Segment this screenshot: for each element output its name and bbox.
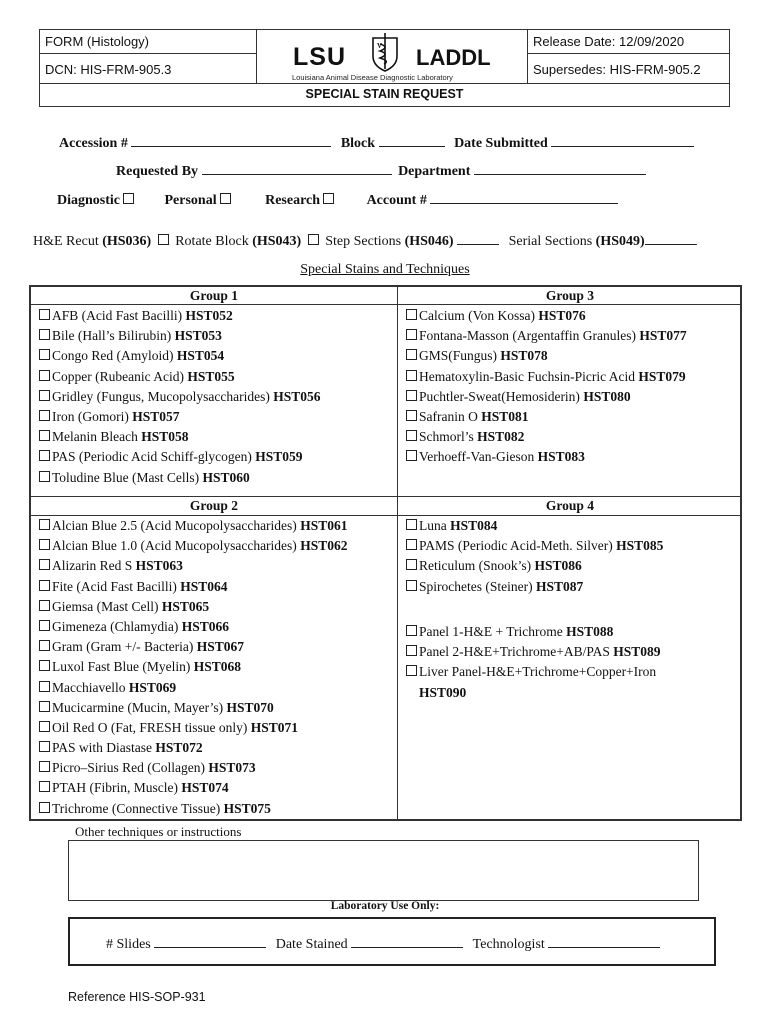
stain-item[interactable] xyxy=(405,306,687,326)
stain-code: HST057 xyxy=(132,408,180,424)
stain-name: Picro–Sirius Red (Collagen) xyxy=(52,760,209,776)
stain-name: PAS (Periodic Acid Schiff-glycogen) xyxy=(52,449,256,465)
stain-item[interactable] xyxy=(38,387,320,407)
other-techniques-field[interactable] xyxy=(68,840,699,901)
lab-use-label: Laboratory Use Only: xyxy=(330,900,440,912)
slides-label: # Slides xyxy=(106,937,151,952)
stain-item[interactable] xyxy=(38,326,320,346)
technologist-field[interactable] xyxy=(548,935,660,948)
stain-item[interactable] xyxy=(38,718,347,738)
stain-code: HST074 xyxy=(181,780,229,796)
stain-name: AFB (Acid Fast Bacilli) xyxy=(52,308,186,323)
stain-name: Verhoeff-Van-Gieson xyxy=(419,449,538,465)
stain-name: GMS(Fungus) xyxy=(419,348,501,364)
stain-checkbox[interactable] xyxy=(39,539,50,550)
stain-name: Luna xyxy=(419,518,451,533)
stain-code: HST080 xyxy=(583,388,631,404)
stain-code: HST087 xyxy=(535,578,584,594)
stain-item[interactable] xyxy=(38,577,347,597)
stain-code: HST069 xyxy=(128,679,177,695)
requested-by-label: Requested By xyxy=(116,164,199,179)
stain-code: HST081 xyxy=(481,408,529,424)
stain-code: HST063 xyxy=(135,558,183,574)
stain-checkbox[interactable] xyxy=(39,559,50,570)
stain-checkbox[interactable] xyxy=(39,660,50,671)
stain-code: HST082 xyxy=(477,429,525,445)
stain-item[interactable] xyxy=(38,758,347,778)
special-stains-title: Special Stains and Techniques xyxy=(300,262,470,277)
personal-label: Personal xyxy=(164,193,217,208)
stain-item[interactable] xyxy=(405,326,687,346)
stain-name: Gimeneza (Chlamydia) xyxy=(52,618,182,634)
form-header xyxy=(39,29,730,107)
stain-code: HST070 xyxy=(226,699,274,715)
diagnostic-label: Diagnostic xyxy=(57,193,120,208)
stain-checkbox[interactable] xyxy=(39,580,50,591)
stain-code: HST054 xyxy=(176,348,225,364)
stain-name: Fite (Acid Fast Bacilli) xyxy=(52,578,181,594)
stain-code: HST060 xyxy=(202,469,250,485)
stain-item[interactable] xyxy=(38,657,347,677)
stain-item[interactable] xyxy=(38,536,347,556)
stain-checkbox[interactable] xyxy=(406,430,417,441)
group2-header: Group 2 xyxy=(189,498,239,513)
stain-name: Liver Panel-H&E+Trichrome+Copper+Iron xyxy=(419,664,657,680)
stain-item[interactable] xyxy=(38,427,320,447)
stain-code: HST056 xyxy=(273,388,321,404)
stain-code: HST064 xyxy=(180,578,228,594)
diagnostic-checkbox[interactable] xyxy=(123,193,134,204)
stain-name: Toludine Blue (Mast Cells) xyxy=(52,469,203,485)
dcn-number: DCN: HIS-FRM-905.3 xyxy=(45,62,172,77)
he-recut-code: (HS036) xyxy=(102,234,152,249)
stain-code: HST052 xyxy=(185,308,233,323)
stain-checkbox[interactable] xyxy=(39,701,50,712)
stains-table xyxy=(29,285,742,821)
stain-checkbox[interactable] xyxy=(39,471,50,482)
stain-code: HST079 xyxy=(638,368,686,384)
group3-list xyxy=(405,306,687,468)
stain-code: HST075 xyxy=(223,800,271,816)
group3-header: Group 3 xyxy=(545,288,595,303)
stain-name: Puchtler-Sweat(Hemosiderin) xyxy=(419,388,584,404)
stain-name: Macchiavello xyxy=(52,679,129,695)
stain-code: HST067 xyxy=(196,639,245,655)
accession-label: Accession # xyxy=(59,136,128,151)
logo-subtitle: Louisiana Animal Disease Diagnostic Laboratory xyxy=(292,73,453,82)
stain-code: HST053 xyxy=(174,328,222,344)
stain-checkbox[interactable] xyxy=(39,721,50,732)
stain-code: HST090 xyxy=(419,684,467,700)
stain-code: HST073 xyxy=(208,760,256,776)
stain-name: Congo Red (Amyloid) xyxy=(52,348,177,364)
stain-item[interactable] xyxy=(38,637,347,657)
stain-item[interactable] xyxy=(38,597,347,617)
stain-item[interactable] xyxy=(38,678,347,698)
date-stained-field[interactable] xyxy=(351,935,463,948)
stain-checkbox[interactable] xyxy=(39,410,50,421)
stain-name: Trichrome (Connective Tissue) xyxy=(52,800,224,816)
department-label: Department xyxy=(398,164,471,179)
stain-name: PAMS (Periodic Acid-Meth. Silver) xyxy=(419,538,617,554)
stain-item[interactable] xyxy=(38,698,347,718)
stain-checkbox[interactable] xyxy=(39,681,50,692)
stain-checkbox[interactable] xyxy=(406,329,417,340)
stain-checkbox[interactable] xyxy=(39,761,50,772)
stain-item[interactable] xyxy=(38,468,320,488)
step-sections-checkbox[interactable] xyxy=(308,234,319,245)
research-checkbox[interactable] xyxy=(323,193,334,204)
personal-checkbox[interactable] xyxy=(220,193,231,204)
stain-item[interactable] xyxy=(38,516,347,536)
stain-checkbox[interactable] xyxy=(406,390,417,401)
stain-checkbox[interactable] xyxy=(406,665,417,676)
stain-checkbox[interactable] xyxy=(406,450,417,461)
stain-checkbox[interactable] xyxy=(39,640,50,651)
stain-code: HST085 xyxy=(616,538,664,554)
serial-sections-label: Serial Sections xyxy=(508,234,596,249)
stain-code: HST055 xyxy=(187,368,235,384)
stain-item[interactable] xyxy=(38,306,320,326)
stain-name: Panel 1-H&E + Trichrome xyxy=(419,624,567,639)
stain-item[interactable] xyxy=(405,447,687,467)
stain-code: HST083 xyxy=(537,449,585,465)
stain-item[interactable] xyxy=(38,346,320,366)
stain-code: HST089 xyxy=(613,644,661,660)
stain-item[interactable] xyxy=(38,738,347,758)
stain-name: Alizarin Red S xyxy=(52,558,136,574)
block-label: Block xyxy=(340,136,376,151)
requested-by-field[interactable] xyxy=(202,162,392,175)
stain-checkbox[interactable] xyxy=(39,620,50,631)
group4-header: Group 4 xyxy=(545,498,595,513)
stain-checkbox[interactable] xyxy=(39,450,50,461)
group1-header: Group 1 xyxy=(189,288,239,303)
stain-name: Bile (Hall’s Bilirubin) xyxy=(52,328,175,344)
logo-laddl-text: LADDL xyxy=(416,45,491,70)
he-recut-label: H&E Recut xyxy=(33,234,103,249)
stain-checkbox[interactable] xyxy=(406,559,417,570)
stain-name: Copper (Rubeanic Acid) xyxy=(52,368,188,384)
stain-checkbox[interactable] xyxy=(406,625,417,636)
group4-list xyxy=(405,516,663,597)
serial-sections-field[interactable] xyxy=(645,232,697,245)
recut-row xyxy=(33,232,697,250)
stain-item[interactable] xyxy=(405,407,687,427)
stain-code: HST078 xyxy=(500,348,548,364)
stain-checkbox[interactable] xyxy=(406,309,417,320)
stain-item[interactable] xyxy=(38,447,320,467)
stain-checkbox[interactable] xyxy=(406,349,417,360)
stain-checkbox[interactable] xyxy=(39,600,50,611)
stain-name: Calcium (Von Kossa) xyxy=(419,308,539,323)
stain-checkbox[interactable] xyxy=(406,410,417,421)
stain-item[interactable] xyxy=(38,556,347,576)
reference-note: Reference HIS-SOP-931 xyxy=(68,990,206,1004)
stain-name: Luxol Fast Blue (Myelin) xyxy=(52,659,194,675)
step-sections-code: (HS046) xyxy=(404,234,454,249)
stain-name: Panel 2-H&E+Trichrome+AB/PAS xyxy=(419,644,614,660)
stain-name: Gridley (Fungus, Mucopolysaccharides) xyxy=(52,388,274,404)
field-row-accession xyxy=(59,134,694,152)
date-submitted-label: Date Submitted xyxy=(454,136,548,151)
stain-item[interactable] xyxy=(38,367,320,387)
stain-code: HST071 xyxy=(250,719,299,735)
stain-checkbox[interactable] xyxy=(39,370,50,381)
stain-checkbox[interactable] xyxy=(39,519,50,530)
block-field[interactable] xyxy=(379,134,445,147)
technologist-label: Technologist xyxy=(472,937,545,952)
stain-code: HST065 xyxy=(161,598,210,614)
stain-item[interactable] xyxy=(405,387,687,407)
stain-item[interactable] xyxy=(405,662,661,700)
department-field[interactable] xyxy=(474,162,646,175)
stain-code: HST059 xyxy=(255,449,303,465)
account-label: Account # xyxy=(366,193,427,208)
stain-name: Hematoxylin-Basic Fuchsin-Picric Acid xyxy=(419,368,639,384)
stain-code: HST076 xyxy=(538,308,586,323)
date-stained-label: Date Stained xyxy=(275,937,348,952)
rotate-block-code: (HS043) xyxy=(252,234,302,249)
stain-code: HST068 xyxy=(193,659,242,675)
step-sections-field[interactable] xyxy=(457,232,499,245)
stain-name: Safranin O xyxy=(419,408,482,424)
stain-item[interactable] xyxy=(405,346,687,366)
stain-item[interactable] xyxy=(405,577,663,597)
research-label: Research xyxy=(265,193,321,208)
stain-code: HST062 xyxy=(300,538,348,554)
stain-item[interactable] xyxy=(38,617,347,637)
lab-fields xyxy=(106,935,660,953)
date-submitted-field[interactable] xyxy=(551,134,694,147)
svg-text:V: V xyxy=(377,42,383,50)
caduceus-icon xyxy=(370,32,400,72)
group2-list xyxy=(38,516,347,819)
form-title: SPECIAL STAIN REQUEST xyxy=(305,87,464,101)
special-stains-heading xyxy=(0,262,770,278)
stain-code: HST058 xyxy=(141,429,189,445)
stain-name: Schmorl’s xyxy=(419,429,478,445)
serial-sections-code: (HS049) xyxy=(595,234,645,249)
stain-code: HST088 xyxy=(566,624,614,639)
stain-name: Giemsa (Mast Cell) xyxy=(52,598,162,614)
stain-item[interactable] xyxy=(405,556,663,576)
stain-checkbox[interactable] xyxy=(406,370,417,381)
stain-name: Alcian Blue 1.0 (Acid Mucopolysaccharides) xyxy=(52,538,301,554)
rotate-block-checkbox[interactable] xyxy=(158,234,169,245)
stain-code: HST072 xyxy=(155,740,203,756)
stain-item[interactable] xyxy=(38,778,347,798)
stain-checkbox[interactable] xyxy=(39,309,50,320)
supersedes: Supersedes: HIS-FRM-905.2 xyxy=(533,62,701,77)
stain-name: Alcian Blue 2.5 (Acid Mucopolysaccharides) xyxy=(52,518,301,533)
stain-code: HST066 xyxy=(181,618,229,634)
stain-item[interactable] xyxy=(38,407,320,427)
stain-checkbox[interactable] xyxy=(406,580,417,591)
stain-name: Fontana-Masson (Argentaffin Granules) xyxy=(419,328,640,344)
stain-checkbox[interactable] xyxy=(39,390,50,401)
stain-item[interactable] xyxy=(405,642,661,662)
stain-item[interactable] xyxy=(38,799,347,819)
stain-checkbox[interactable] xyxy=(406,519,417,530)
stain-checkbox[interactable] xyxy=(39,329,50,340)
stain-name: Melanin Bleach xyxy=(52,429,142,445)
stain-item[interactable] xyxy=(405,536,663,556)
accession-field[interactable] xyxy=(131,134,331,147)
stain-item[interactable] xyxy=(405,367,687,387)
stain-checkbox[interactable] xyxy=(39,430,50,441)
group4-panels-list xyxy=(405,622,661,700)
stain-name: Spirochetes (Steiner) xyxy=(419,578,536,594)
stain-name: Reticulum (Snook’s) xyxy=(419,558,535,574)
slides-field[interactable] xyxy=(154,935,266,948)
stain-code: HST077 xyxy=(639,328,687,344)
stain-name: Iron (Gomori) xyxy=(52,408,133,424)
other-techniques-label: Other techniques or instructions xyxy=(75,824,242,839)
step-sections-label: Step Sections xyxy=(321,234,405,249)
group1-list xyxy=(38,306,320,488)
stain-checkbox[interactable] xyxy=(39,781,50,792)
stain-code: HST084 xyxy=(450,518,498,533)
stain-checkbox[interactable] xyxy=(39,802,50,813)
stain-code: HST086 xyxy=(534,558,582,574)
stain-item[interactable] xyxy=(405,622,661,642)
form-type: FORM (Histology) xyxy=(45,34,150,49)
stain-name: Mucicarmine (Mucin, Mayer’s) xyxy=(52,699,227,715)
lab-use-box xyxy=(68,917,716,966)
stain-item[interactable] xyxy=(405,427,687,447)
stain-checkbox[interactable] xyxy=(406,645,417,656)
account-field[interactable] xyxy=(430,191,618,204)
stain-name: PTAH (Fibrin, Muscle) xyxy=(52,780,182,796)
laddl-logo xyxy=(257,30,527,83)
field-row-type xyxy=(57,191,618,209)
stain-checkbox[interactable] xyxy=(406,539,417,550)
stain-checkbox[interactable] xyxy=(39,741,50,752)
stain-code: HST061 xyxy=(300,518,348,533)
stain-name: PAS with Diastase xyxy=(52,740,156,756)
release-date: Release Date: 12/09/2020 xyxy=(533,34,685,49)
rotate-block-label: Rotate Block xyxy=(171,234,253,249)
field-row-requested xyxy=(116,162,646,180)
stain-checkbox[interactable] xyxy=(39,349,50,360)
logo-lsu-text: LSU xyxy=(293,43,346,71)
stain-name: Oil Red O (Fat, FRESH tissue only) xyxy=(52,719,251,735)
stain-item[interactable] xyxy=(405,516,663,536)
stain-name: Gram (Gram +/- Bacteria) xyxy=(52,639,197,655)
